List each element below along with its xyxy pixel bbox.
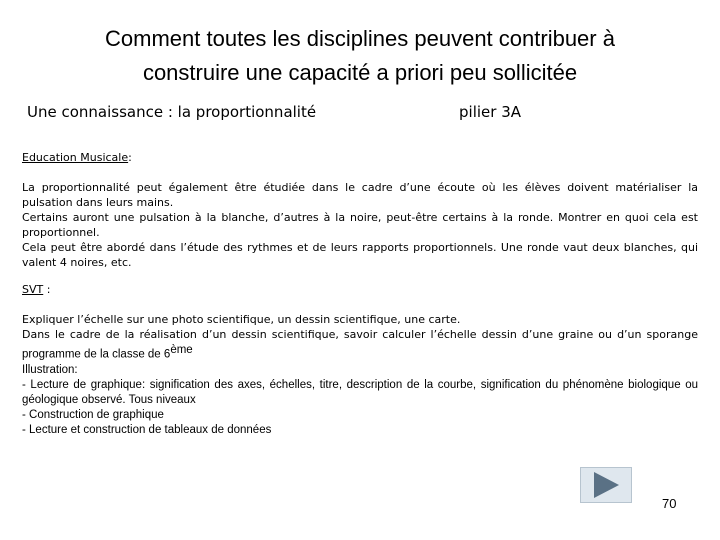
svt-illustration-label: Illustration: (22, 363, 78, 376)
svt-heading: SVT (22, 283, 44, 296)
music-paragraph-2: Certains auront une pulsation à la blanche, d’autres à la noire, peut-être certains à la ronde. Montrer en quoi cela est proportionnel. (22, 211, 698, 239)
svt-bullet-2: - Construction de graphique (22, 408, 164, 421)
music-heading-line (22, 150, 698, 165)
subheading-knowledge: Une connaissance : la proportionnalité (27, 103, 317, 121)
music-heading: Education Musicale (22, 151, 129, 164)
title-line-2: construire une capacité a priori peu sollicitée (142, 60, 578, 85)
svt-line-2-main: Dans le cadre de la réalisation d’un dessin scientifique, savoir calculer l’échelle dessin d’une graine ou d’un sporange (22, 328, 698, 341)
svt-heading-line (22, 282, 698, 297)
play-next-icon (591, 470, 621, 500)
svt-heading-colon: : (43, 283, 51, 296)
music-heading-colon: : (128, 151, 132, 164)
svt-section (22, 282, 698, 438)
svt-line-2-sup: ème (170, 344, 193, 356)
title-line-1: Comment toutes les disciplines peuvent contribuer à (105, 26, 615, 51)
subheading-pillar: pilier 3A (459, 103, 521, 121)
slide-title (40, 22, 680, 90)
next-slide-button[interactable] (580, 467, 632, 503)
svt-line-1: Expliquer l’échelle sur une photo scientifique, un dessin scientifique, une carte. (22, 313, 461, 326)
music-section (22, 150, 698, 270)
page-number: 70 (662, 496, 677, 511)
svt-bullet-3: - Lecture et construction de tableaux de données (22, 423, 272, 436)
svt-line-2-program: programme de la classe de 6 (22, 348, 171, 361)
music-paragraph-3: Cela peut être abordé dans l’étude des rythmes et de leurs rapports proportionnels. Une ronde vaut deux blanches, qui valent 4 noires, etc. (22, 241, 698, 269)
svt-line-2 (22, 327, 698, 363)
music-paragraph-1: La proportionnalité peut également être étudiée dans le cadre d’une écoute où les élèves doivent matérialiser la pulsation dans leurs mains. (22, 181, 698, 209)
svt-bullet-1: - Lecture de graphique: signification des axes, échelles, titre, description de la courbe, signification du phénomène biologique ou géologique observé. Tous niveaux (22, 378, 698, 406)
